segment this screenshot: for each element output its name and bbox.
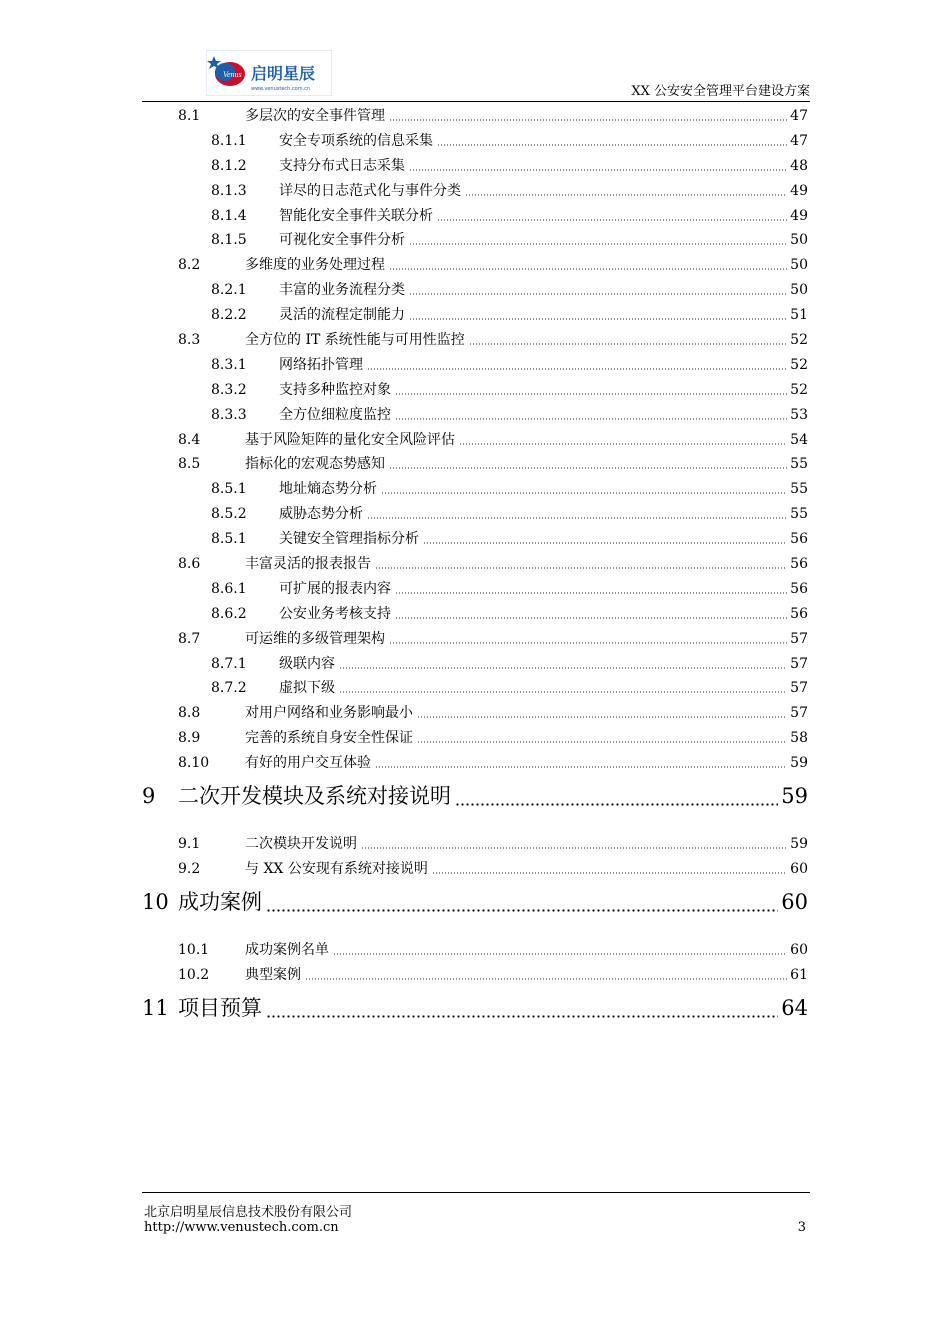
toc-dot-leader (409, 318, 787, 320)
toc-entry-number: 8.1.5 (211, 232, 247, 249)
toc-entry-title: 指标化的宏观态势感知 (245, 456, 385, 473)
toc-entry-title: 完善的系统自身安全性保证 (245, 730, 413, 747)
toc-entry[interactable] (142, 353, 808, 378)
toc-entry[interactable] (142, 988, 808, 1036)
toc-entry-page: 50 (790, 282, 808, 299)
toc-entry[interactable] (142, 963, 808, 988)
logo-text: 启明星辰 (251, 64, 316, 83)
toc-dot-leader (375, 567, 787, 569)
toc-entry-page: 57 (790, 630, 808, 647)
toc-dot-leader (333, 953, 787, 955)
toc-entry[interactable] (142, 652, 808, 677)
toc-entry-number: 8.5 (178, 456, 201, 473)
toc-entry-number: 8.6 (178, 556, 201, 573)
toc-entry-number: 9.1 (178, 836, 201, 853)
toc-entry[interactable] (142, 452, 808, 477)
toc-entry-title: 可视化安全事件分析 (279, 232, 405, 249)
toc-entry-title: 级联内容 (279, 655, 335, 672)
toc-entry-number: 8.5.1 (211, 531, 247, 548)
toc-entry-title: 丰富灵活的报表报告 (245, 556, 371, 573)
toc-dot-leader (417, 741, 787, 743)
toc-dot-leader (465, 194, 787, 196)
toc-dot-leader (409, 169, 787, 171)
toc-entry-title: 灵活的流程定制能力 (279, 307, 405, 324)
toc-entry[interactable] (142, 328, 808, 353)
venustech-logo (206, 50, 332, 96)
toc-entry[interactable] (142, 278, 808, 303)
toc-entry-page: 47 (790, 132, 808, 149)
toc-entry-page: 55 (790, 456, 808, 473)
toc-entry-number: 10.2 (178, 966, 210, 983)
toc-entry-number: 8.2 (178, 257, 201, 274)
toc-entry-title: 项目预算 (178, 995, 262, 1020)
toc-entry[interactable] (142, 378, 808, 403)
toc-dot-leader (395, 393, 787, 395)
svg-text:Venus: Venus (223, 70, 242, 79)
toc-entry[interactable] (142, 857, 808, 882)
toc-entry-title: 对用户网络和业务影响最小 (245, 705, 413, 722)
toc-entry[interactable] (142, 428, 808, 453)
toc-dot-leader (459, 443, 787, 445)
toc-dot-leader (389, 642, 787, 644)
toc-entry[interactable] (142, 179, 808, 204)
toc-entry-title: 智能化安全事件关联分析 (279, 207, 433, 224)
page-footer (142, 1192, 810, 1242)
footer-rule (142, 1192, 810, 1193)
toc-entry-page: 56 (790, 531, 808, 548)
footer-company: 北京启明星辰信息技术股份有限公司 (144, 1205, 353, 1220)
page-header (142, 46, 810, 104)
toc-entry-number: 9 (142, 784, 156, 809)
toc-dot-leader (266, 1015, 778, 1018)
toc-entry-number: 10.1 (178, 941, 210, 958)
toc-entry-number: 8.8 (178, 705, 201, 722)
toc-entry[interactable] (142, 627, 808, 652)
toc-entry-page: 55 (790, 481, 808, 498)
toc-entry-number: 9.2 (178, 860, 201, 877)
toc-entry[interactable] (142, 776, 808, 824)
table-of-contents (142, 104, 808, 1036)
toc-entry-title: 成功案例 (178, 889, 262, 914)
toc-entry-title: 多维度的业务处理过程 (245, 257, 385, 274)
toc-entry[interactable] (142, 104, 808, 129)
toc-entry[interactable] (142, 552, 808, 577)
toc-entry-title: 有好的用户交互体验 (245, 755, 371, 772)
toc-entry-number: 8.2.1 (211, 282, 247, 299)
toc-entry[interactable] (142, 938, 808, 963)
toc-entry-title: 基于风险矩阵的量化安全风险评估 (245, 431, 455, 448)
toc-entry-number: 8.7 (178, 630, 201, 647)
toc-entry[interactable] (142, 527, 808, 552)
toc-entry-page: 55 (790, 506, 808, 523)
toc-entry-page: 49 (790, 182, 808, 199)
toc-entry[interactable] (142, 726, 808, 751)
toc-entry-page: 50 (790, 232, 808, 249)
toc-entry[interactable] (142, 602, 808, 627)
toc-entry-title: 安全专项系统的信息采集 (279, 132, 433, 149)
toc-entry[interactable] (142, 204, 808, 229)
toc-entry-title: 虚拟下级 (279, 680, 335, 697)
toc-dot-leader (409, 293, 787, 295)
toc-entry[interactable] (142, 701, 808, 726)
toc-dot-leader (339, 691, 787, 693)
toc-entry-page: 59 (790, 836, 808, 853)
toc-entry-title: 成功案例名单 (245, 941, 329, 958)
toc-entry-page: 52 (790, 356, 808, 373)
toc-entry-number: 8.9 (178, 730, 201, 747)
toc-entry[interactable] (142, 577, 808, 602)
toc-entry-number: 8.1.4 (211, 207, 247, 224)
toc-dot-leader (389, 268, 787, 270)
toc-entry-number: 8.1 (178, 108, 201, 124)
toc-entry-page: 52 (790, 381, 808, 398)
toc-entry-title: 全方位细粒度监控 (279, 406, 391, 423)
toc-entry[interactable] (142, 228, 808, 253)
toc-entry-title: 多层次的安全事件管理 (245, 108, 385, 124)
toc-entry-page: 59 (790, 755, 808, 772)
toc-entry-page: 47 (790, 108, 808, 124)
toc-entry-number: 8.6.2 (211, 605, 247, 622)
toc-entry-title: 典型案例 (245, 966, 301, 983)
toc-entry-title: 支持多种监控对象 (279, 381, 391, 398)
toc-entry-title: 关键安全管理指标分析 (279, 531, 419, 548)
toc-entry[interactable] (142, 403, 808, 428)
toc-entry-title: 二次开发模块及系统对接说明 (178, 784, 451, 809)
toc-entry-page: 49 (790, 207, 808, 224)
toc-entry-number: 8.7.2 (211, 680, 247, 697)
toc-entry-page: 51 (790, 307, 808, 324)
toc-entry-page: 48 (790, 157, 808, 174)
toc-dot-leader (437, 144, 787, 146)
footer-url[interactable]: http://www.venustech.com.cn (144, 1220, 339, 1235)
toc-entry-page: 60 (790, 941, 808, 958)
toc-dot-leader (395, 418, 787, 420)
toc-entry-number: 8.6.1 (211, 580, 247, 597)
toc-entry[interactable] (142, 832, 808, 857)
toc-dot-leader (409, 243, 787, 245)
toc-entry-number: 8.2.2 (211, 307, 247, 324)
toc-entry-title: 全方位的 IT 系统性能与可用性监控 (245, 332, 465, 349)
toc-entry-page: 58 (790, 730, 808, 747)
toc-entry-title: 网络拓扑管理 (279, 356, 363, 373)
toc-dot-leader (381, 492, 787, 494)
toc-entry-page: 59 (781, 784, 808, 809)
toc-entry-page: 64 (781, 995, 808, 1020)
toc-entry-number: 8.3.3 (211, 406, 247, 423)
toc-entry-number: 8.4 (178, 431, 201, 448)
toc-entry-number: 8.7.1 (211, 655, 247, 672)
toc-entry-title: 丰富的业务流程分类 (279, 282, 405, 299)
header-rule (142, 101, 810, 102)
toc-entry-title: 可运维的多级管理架构 (245, 630, 385, 647)
toc-dot-leader (339, 667, 787, 669)
toc-dot-leader (432, 872, 787, 874)
toc-entry-number: 8.10 (178, 755, 210, 772)
page-number: 3 (797, 1220, 806, 1235)
toc-dot-leader (361, 847, 787, 849)
toc-entry-title: 支持分布式日志采集 (279, 157, 405, 174)
toc-entry-number: 8.5.1 (211, 481, 247, 498)
toc-entry-title: 公安业务考核支持 (279, 605, 391, 622)
logo-url: www.venustech.com.cn (251, 86, 311, 92)
toc-dot-leader (367, 368, 787, 370)
toc-entry-number: 11 (142, 995, 169, 1020)
toc-entry[interactable] (142, 154, 808, 179)
toc-dot-leader (389, 467, 787, 469)
toc-entry-page: 57 (790, 705, 808, 722)
toc-entry-title: 详尽的日志范式化与事件分类 (279, 182, 461, 199)
toc-entry-page: 60 (790, 860, 808, 877)
toc-entry-page: 60 (781, 889, 808, 914)
toc-entry-number: 10 (142, 889, 169, 914)
toc-entry-page: 53 (790, 406, 808, 423)
toc-dot-leader (395, 592, 787, 594)
toc-dot-leader (367, 517, 787, 519)
toc-entry[interactable] (142, 253, 808, 278)
toc-entry-page: 52 (790, 332, 808, 349)
toc-entry-number: 8.3 (178, 332, 201, 349)
toc-entry-title: 威胁态势分析 (279, 506, 363, 523)
toc-entry[interactable] (142, 751, 808, 776)
toc-entry-title: 二次模块开发说明 (245, 836, 357, 853)
toc-dot-leader (423, 542, 787, 544)
toc-entry[interactable] (142, 676, 808, 701)
document-title: XX 公安安全管理平台建设方案 (631, 84, 810, 99)
toc-entry-page: 50 (790, 257, 808, 274)
toc-dot-leader (305, 978, 787, 980)
toc-entry[interactable] (142, 477, 808, 502)
toc-entry-title: 地址熵态势分析 (279, 481, 377, 498)
toc-dot-leader (417, 716, 787, 718)
toc-dot-leader (375, 766, 787, 768)
toc-entry-page: 54 (790, 431, 808, 448)
toc-entry[interactable] (142, 882, 808, 930)
toc-entry-page: 56 (790, 556, 808, 573)
toc-entry-page: 57 (790, 680, 808, 697)
toc-entry-title: 与 XX 公安现有系统对接说明 (245, 860, 428, 877)
toc-entry[interactable] (142, 303, 808, 328)
toc-entry-number: 8.3.1 (211, 356, 247, 373)
toc-entry-page: 57 (790, 655, 808, 672)
toc-entry-page: 61 (790, 966, 808, 983)
toc-entry-page: 56 (790, 580, 808, 597)
toc-dot-leader (389, 119, 787, 121)
toc-entry[interactable] (142, 129, 808, 154)
toc-entry-number: 8.1.1 (211, 132, 247, 149)
toc-dot-leader (395, 617, 787, 619)
toc-dot-leader (469, 343, 787, 345)
toc-entry-page: 56 (790, 605, 808, 622)
toc-entry-title: 可扩展的报表内容 (279, 580, 391, 597)
toc-entry-number: 8.3.2 (211, 381, 247, 398)
toc-entry-number: 8.5.2 (211, 506, 247, 523)
toc-dot-leader (266, 909, 778, 912)
toc-entry[interactable] (142, 502, 808, 527)
toc-entry-number: 8.1.2 (211, 157, 247, 174)
toc-entry-number: 8.1.3 (211, 182, 247, 199)
toc-dot-leader (455, 803, 778, 806)
toc-dot-leader (437, 219, 787, 221)
